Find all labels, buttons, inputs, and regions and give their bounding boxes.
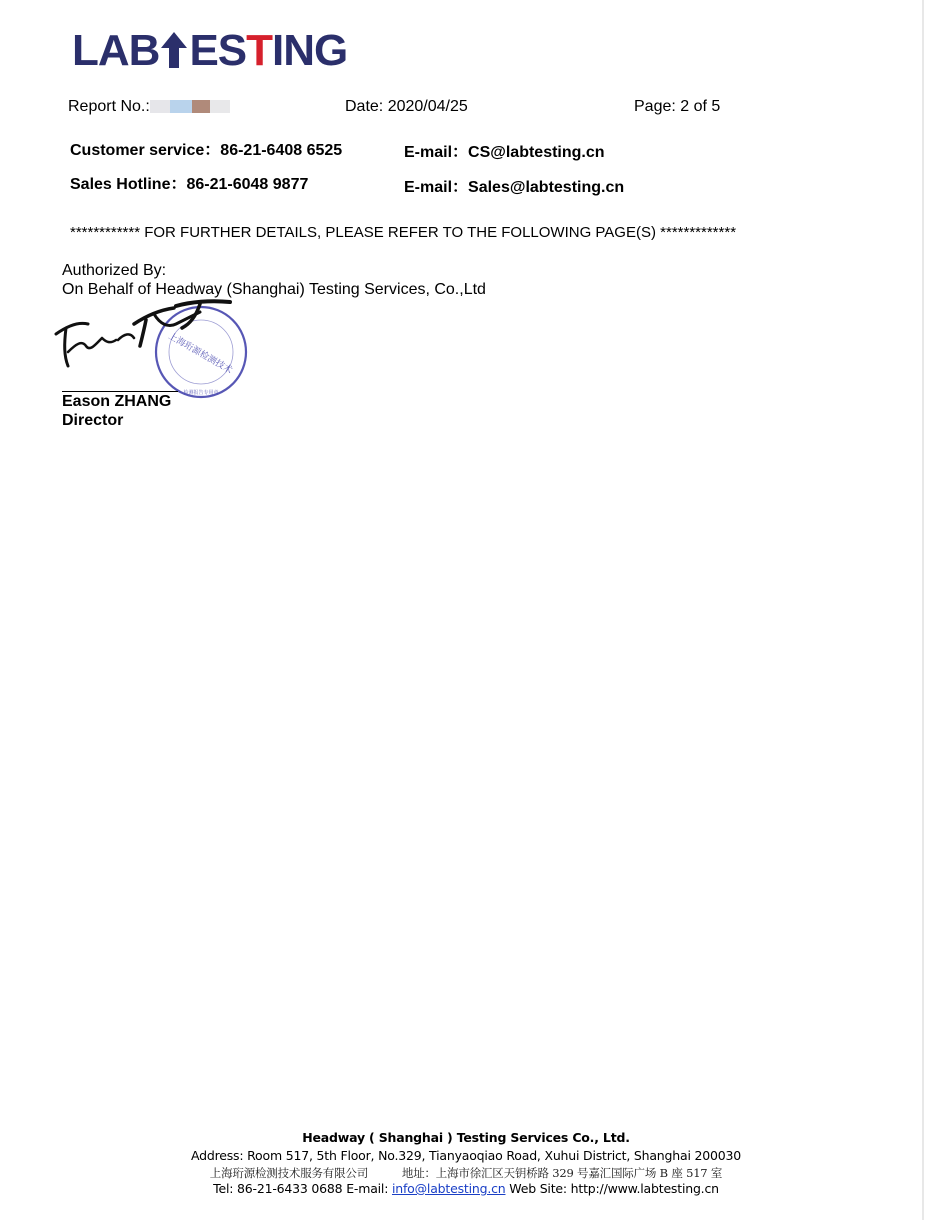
email-label: E-mail： (404, 144, 469, 161)
company-seal-and-signature (50, 294, 260, 406)
sales-hotline (70, 171, 308, 194)
report-date: Date: 2020/04/25 (345, 98, 468, 115)
page-edge (922, 0, 924, 1220)
signature-line (62, 391, 178, 392)
customer-service-label: Customer service： (70, 142, 221, 159)
arrow-up-icon (159, 28, 189, 72)
logo-text-es: ES (189, 26, 247, 75)
labtesting-logo (72, 28, 347, 74)
sales-email-address: Sales@labtesting.cn (468, 179, 625, 196)
email-label: E-mail： (404, 179, 469, 196)
redaction-block (150, 100, 170, 113)
sales-hotline-label: Sales Hotline： (70, 176, 187, 193)
further-details-notice: ************ FOR FURTHER DETAILS, PLEASE REFER TO THE FOLLOWING PAGE(S) ************* (70, 224, 737, 241)
customer-service-phone: 86-21-6408 6525 (220, 142, 343, 159)
customer-service (70, 137, 342, 160)
logo-text-lab: LAB (72, 26, 160, 75)
footer-chinese-address: 上海珩源检测技术服务有限公司 地址：上海市徐汇区天钥桥路 329 号嘉汇国际广场 B 座 517 室 (209, 1166, 723, 1180)
customer-email (404, 139, 605, 162)
signer-title: Director (62, 412, 124, 429)
footer-email-link[interactable]: info@labtesting.cn (391, 1181, 506, 1196)
footer-contact (0, 1181, 932, 1196)
svg-text:检测报告专用章: 检测报告专用章 (183, 390, 219, 396)
footer-website: Web Site: http://www.labtesting.cn (505, 1181, 719, 1196)
logo-text-ing: ING (272, 26, 348, 75)
footer-tel: Tel: 86-21-6433 0688 E-mail: (213, 1181, 392, 1196)
footer-company: Headway ( Shanghai ) Testing Services Co., Ltd. (302, 1130, 630, 1145)
footer-address: Address: Room 517, 5th Floor, No.329, Tianyaoqiao Road, Xuhui District, Shanghai 200030 (190, 1148, 742, 1163)
sales-hotline-phone: 86-21-6048 9877 (186, 176, 309, 193)
logo-text-t: T (246, 26, 273, 75)
report-number (68, 98, 230, 116)
sales-email (404, 174, 624, 197)
svg-text:上海珩源检测技术: 上海珩源检测技术 (166, 331, 234, 377)
redaction-block (210, 100, 230, 113)
on-behalf-of: On Behalf of Headway (Shanghai) Testing Services, Co.,Ltd (62, 281, 486, 298)
signer-name: Eason ZHANG (62, 393, 172, 410)
company-seal-icon (156, 307, 246, 397)
redaction-block (192, 100, 210, 113)
redaction-block (170, 100, 192, 113)
page-number: Page: 2 of 5 (634, 98, 721, 115)
report-number-label: Report No.: (68, 98, 150, 115)
authorized-by: Authorized By: (62, 262, 167, 279)
customer-email-address: CS@labtesting.cn (468, 144, 605, 161)
